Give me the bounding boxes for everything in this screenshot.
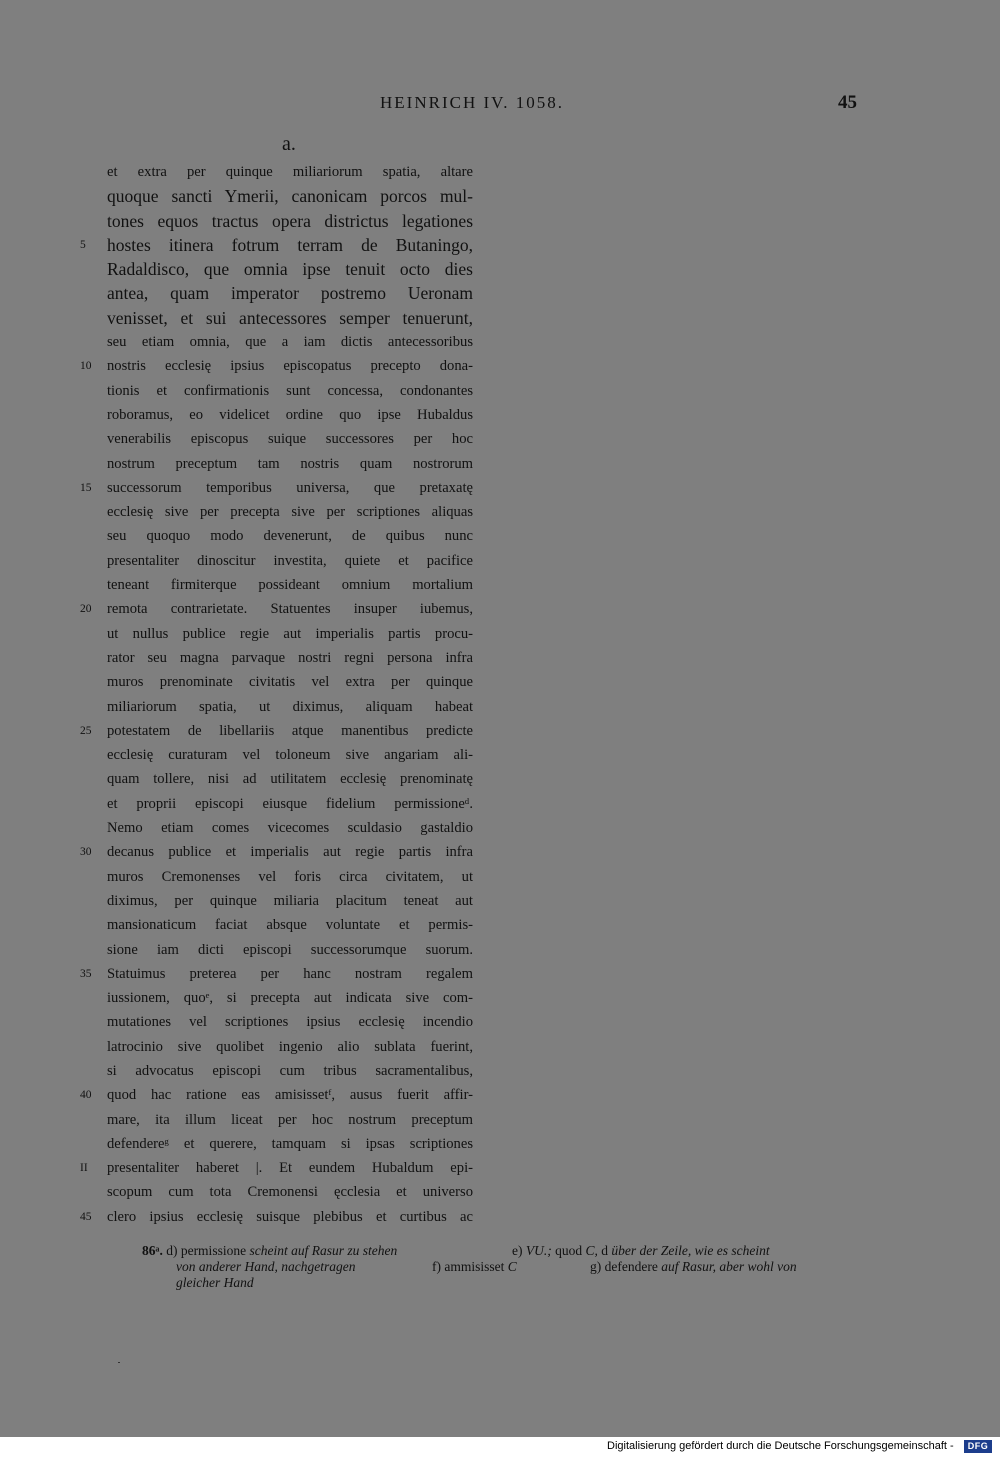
text-line [107, 306, 473, 330]
line-number: 35 [80, 967, 92, 980]
footnote-d-text: d) permissione [166, 1243, 247, 1258]
text-line [80, 1083, 473, 1107]
text-line [107, 281, 473, 305]
text-line [107, 330, 473, 354]
line-text: successorum temporibus universa, que pretaxatę [107, 479, 473, 496]
line-text: ecclesię sive per precepta sive per scriptiones aliquas [107, 504, 473, 521]
text-line [107, 938, 473, 962]
line-text: tones equos tractus opera districtus legationes [107, 210, 473, 231]
line-text: diximus, per quinque miliaria placitum teneat aut [107, 892, 473, 909]
text-line [107, 184, 473, 208]
line-number: 25 [80, 724, 92, 737]
text-line [107, 1059, 473, 1083]
line-text: nostrum preceptum tam nostris quam nostrorum [107, 455, 473, 472]
line-text: decanus publice et imperialis aut regie partis infra [107, 844, 473, 861]
line-number: 40 [80, 1089, 92, 1102]
line-text: scopum cum tota Cremonensi ęcclesia et universo [107, 1184, 473, 1201]
page-number: 45 [838, 92, 857, 113]
text-line [107, 646, 473, 670]
running-title: HEINRICH IV. 1058. [380, 93, 564, 112]
line-text: tionis et confirmationis sunt concessa, condonantes [107, 382, 473, 399]
text-line [107, 573, 473, 597]
text-line [107, 622, 473, 646]
footnote-e-source: VU.; [525, 1243, 552, 1258]
text-line [107, 913, 473, 937]
line-text: rator seu magna parvaque nostri regni persona infra [107, 649, 473, 666]
line-text: Radaldisco, que omnia ipse tenuit octo dies [107, 259, 473, 280]
line-number: 45 [80, 1210, 92, 1223]
line-number: 5 [80, 238, 86, 251]
line-text: seu quoquo modo devenerunt, de quibus nunc [107, 528, 473, 545]
footnote-g-comment: auf Rasur, aber wohl von [661, 1259, 797, 1274]
line-text: venerabilis episcopus suique successores per hoc [107, 431, 473, 448]
line-number: II [80, 1162, 88, 1175]
line-text: Nemo etiam comes vicecomes sculdasio gastaldio [107, 820, 473, 837]
text-line [80, 233, 473, 257]
footnote-f-text: f) ammisisset [432, 1259, 505, 1274]
text-line [107, 816, 473, 840]
section-letter: a. [282, 133, 296, 155]
line-text: muros Cremonenses vel foris circa civitatem, ut [107, 868, 473, 885]
text-line [107, 257, 473, 281]
text-line [80, 1156, 473, 1180]
line-number: 20 [80, 603, 92, 616]
line-text: et extra per quinque miliariorum spatia, altare [107, 164, 473, 180]
text-line [107, 792, 473, 816]
dfg-logo: DFG [964, 1440, 992, 1453]
line-text: hostes itinera fotrum terram de Butaningo, [107, 234, 473, 255]
text-line [107, 889, 473, 913]
text-line [80, 597, 473, 621]
footnote-f-manuscript: C [507, 1259, 517, 1274]
text-line [107, 209, 473, 233]
footnote-g-text: g) defendere [590, 1259, 658, 1274]
line-text: ecclesię curaturam vel toloneum sive angariam ali- [107, 747, 473, 764]
line-text: iussionem, quoᵉ, si precepta aut indicata sive com- [107, 990, 473, 1007]
scan-speck [118, 1362, 120, 1363]
line-text: potestatem de libellariis atque manentibus predicte [107, 722, 473, 739]
line-text: muros prenominate civitatis vel extra per quinque [107, 674, 473, 691]
line-text: roboramus, eo videlicet ordine quo ipse Hubaldus [107, 406, 473, 423]
line-text: venisset, et sui antecessores semper tenuerunt, [107, 307, 473, 328]
line-text: quoque sancti Ymerii, canonicam porcos mul- [107, 186, 473, 207]
line-text: sione iam dicti episcopi successorumque suorum. [107, 941, 473, 958]
footnote-e-variant: quod [555, 1243, 583, 1258]
line-text: mutationes vel scriptiones ipsius ecclesię incendio [107, 1014, 473, 1031]
text-line [107, 1010, 473, 1034]
text-line [80, 354, 473, 378]
text-line [107, 1132, 473, 1156]
digitization-credit: Digitalisierung gefördert durch die Deutsche Forschungsgemeinschaft - [607, 1440, 954, 1452]
footnote-d-comment: scheint auf Rasur zu stehen [249, 1243, 398, 1258]
text-line [107, 865, 473, 889]
line-text: teneant firmiterque possideant omnium mortalium [107, 577, 473, 594]
line-text: miliariorum spatia, ut diximus, aliquam habeat [107, 698, 473, 715]
text-line [107, 160, 473, 184]
line-text: si advocatus episcopi cum tribus sacramentalibus, [107, 1062, 473, 1079]
text-line [107, 743, 473, 767]
line-text: nostris ecclesię ipsius episcopatus precepto dona- [107, 358, 473, 375]
text-line [107, 1108, 473, 1132]
line-text: ut nullus publice regie aut imperialis partis procu- [107, 625, 473, 642]
footnote-reference: 86ᵃ. [142, 1243, 163, 1258]
text-line [80, 1205, 473, 1229]
text-line [107, 986, 473, 1010]
text-line [80, 719, 473, 743]
line-text: antea, quam imperator postremo Ueronam [107, 283, 473, 304]
line-text: Statuimus preterea per hanc nostram regalem [107, 965, 473, 982]
footnote-continuation: von anderer Hand, nachgetragen [176, 1259, 356, 1274]
line-text: mare, ita illum liceat per hoc nostrum preceptum [107, 1111, 473, 1128]
main-text-column [80, 160, 473, 1229]
line-text: seu etiam omnia, que a iam dictis antecessoribus [107, 334, 473, 351]
footnote-e-letter: d [601, 1243, 609, 1258]
text-line [107, 1180, 473, 1204]
text-line [107, 767, 473, 791]
line-text: quod hac ratione eas amisissetᶠ, ausus fuerit affir- [107, 1087, 473, 1104]
line-text: clero ipsius ecclesię suisque plebibus et curtibus ac [107, 1208, 473, 1225]
line-text: mansionaticum faciat absque voluntate et permis- [107, 917, 473, 934]
text-line [80, 476, 473, 500]
line-text: presentaliter haberet |. Et eundem Hubaldum epi- [107, 1160, 473, 1177]
text-line [107, 670, 473, 694]
text-line [80, 962, 473, 986]
footnote-e-text: e) [512, 1243, 523, 1258]
line-text: remota contrarietate. Statuentes insuper iubemus, [107, 601, 473, 618]
footnote-continuation: gleicher Hand [176, 1275, 254, 1290]
line-number: 15 [80, 481, 92, 494]
line-text: defendereᵍ et querere, tamquam si ipsas scriptiones [107, 1135, 473, 1152]
line-text: latrocinio sive quolibet ingenio alio sublata fuerint, [107, 1038, 473, 1055]
text-line [107, 403, 473, 427]
text-line [107, 379, 473, 403]
text-line [80, 840, 473, 864]
footnote-row [142, 1243, 857, 1259]
text-line [107, 524, 473, 548]
line-text: presentaliter dinoscitur investita, quiete et pacifice [107, 552, 473, 569]
line-number: 30 [80, 846, 92, 859]
line-number: 10 [80, 360, 92, 373]
footnote-row [142, 1275, 857, 1291]
text-line [107, 695, 473, 719]
text-line [107, 500, 473, 524]
footnote-e-comment: über der Zeile, wie es scheint [611, 1243, 770, 1258]
text-line [107, 1035, 473, 1059]
footnote-row [142, 1259, 857, 1275]
text-line [107, 452, 473, 476]
footnotes [142, 1243, 857, 1291]
line-text: quam tollere, nisi ad utilitatem ecclesię prenominatę [107, 771, 473, 788]
line-text: et proprii episcopi eiusque fidelium permissioneᵈ. [107, 795, 473, 812]
text-line [107, 549, 473, 573]
text-line [107, 427, 473, 451]
footnote-e-manuscript: C, [585, 1243, 598, 1258]
